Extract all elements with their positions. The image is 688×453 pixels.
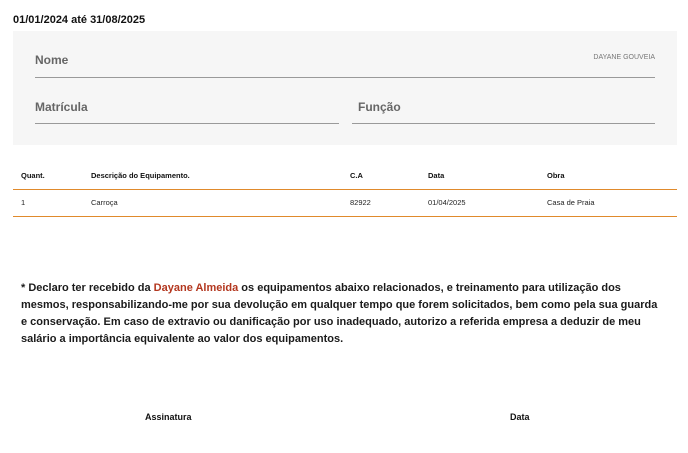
cell-obra: Casa de Praia xyxy=(539,189,677,216)
col-quant: Quant. xyxy=(13,163,83,189)
table-header-row xyxy=(13,163,677,189)
assinatura-label: Assinatura xyxy=(145,412,192,422)
equipment-table xyxy=(13,163,677,217)
company-name: Dayane Almeida xyxy=(153,282,239,294)
col-data: Data xyxy=(420,163,539,189)
table-row[interactable] xyxy=(13,189,677,216)
matricula-underline[interactable] xyxy=(35,123,339,124)
funcao-underline[interactable] xyxy=(352,123,655,124)
declaration-prefix: * Declaro ter recebido da xyxy=(21,282,154,294)
cell-quant: 1 xyxy=(13,189,83,216)
col-ca: C.A xyxy=(342,163,420,189)
matricula-label: Matrícula xyxy=(35,100,88,114)
cell-data: 01/04/2025 xyxy=(420,189,539,216)
employee-form xyxy=(13,31,677,145)
period-range: 01/01/2024 até 31/08/2025 xyxy=(13,14,146,26)
name-label: Nome xyxy=(35,53,69,67)
signature-date-label: Data xyxy=(510,412,530,422)
cell-descricao: Carroça xyxy=(83,189,342,216)
declaration-suffix: os equipamentos abaixo relacionados, e treinamento para utilização dos mesmos, responsabilizando-me por sua devolução em qualquer tempo que forem solicitados, bem como pela sua guarda e conservação. Em caso de extravio ou danificação por uso inadequado, autorizo a referida empresa a deduzir de meu salário a importância equivalente ao valor dos equipamentos. xyxy=(21,282,658,345)
name-underline xyxy=(35,77,655,78)
name-value[interactable]: DAYANE GOUVEIA xyxy=(593,54,655,61)
col-obra: Obra xyxy=(539,163,677,189)
declaration-text xyxy=(21,280,666,348)
col-descricao: Descrição do Equipamento. xyxy=(83,163,342,189)
funcao-label: Função xyxy=(358,100,401,114)
cell-ca: 82922 xyxy=(342,189,420,216)
